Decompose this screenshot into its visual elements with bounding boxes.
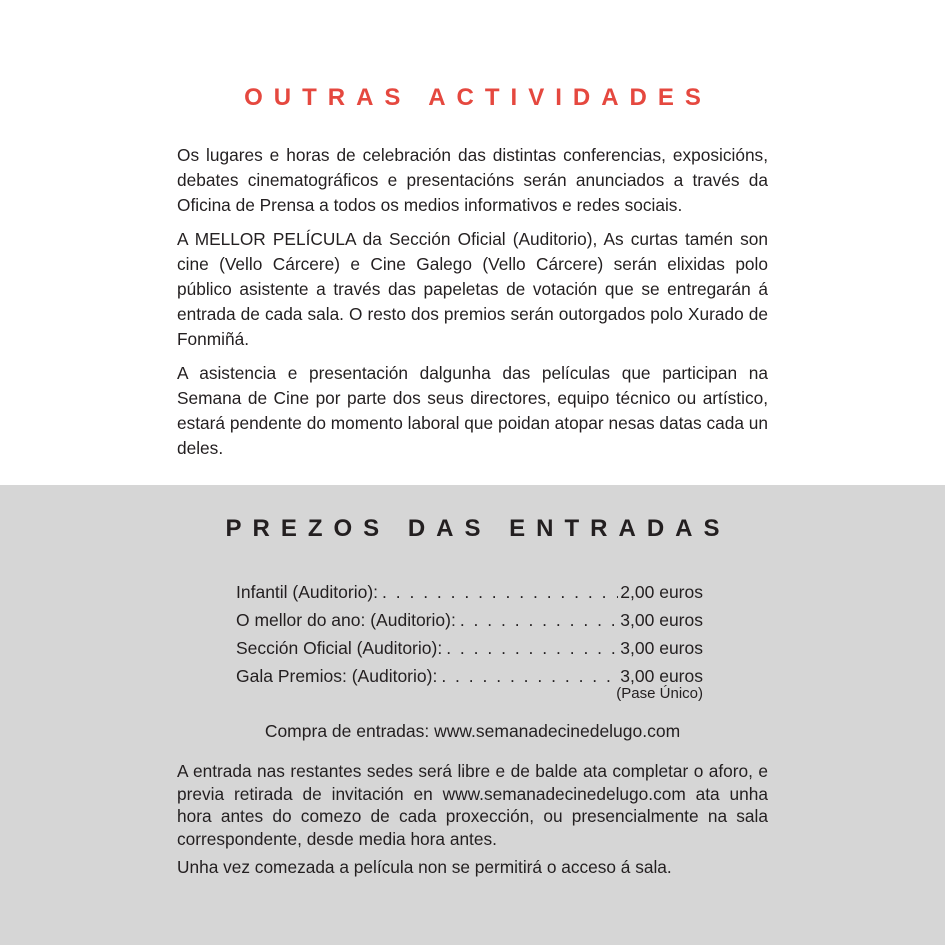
dot-leader: [441, 662, 618, 690]
prices-title: PREZOS DAS ENTRADAS: [225, 515, 731, 542]
activities-title: OUTRAS ACTIVIDADES: [244, 84, 712, 111]
prices-paragraph: [177, 760, 768, 851]
price-value: 3,00 euros: [620, 666, 703, 686]
price-list: [236, 578, 703, 702]
price-label: Sección Oficial (Auditorio):: [236, 638, 443, 658]
paragraph-text: A MELLOR PELÍCULA da Sección Oficial (Auditorio), As curtas tamén son cine (Vello Cárcere) e Cine Galego (Vello Cárcere) serán elixidas polo público asistente a través das papeletas de votación que se entregarán á entrada de cada sala. O resto dos premios serán outorgados polo Xurado de Fonmiñá.: [177, 229, 768, 349]
prices-paragraph: [177, 856, 768, 879]
price-row: [236, 606, 703, 634]
price-label: Gala Premios: (Auditorio):: [236, 666, 438, 686]
dot-leader: [446, 634, 618, 662]
price-label: Infantil (Auditorio):: [236, 582, 379, 602]
price-row: [236, 634, 703, 662]
paragraph-text: Unha vez comezada a película non se permitirá o acceso á sala.: [177, 857, 672, 877]
paragraph-text: A asistencia e presentación dalgunha das películas que participan na Semana de Cine por parte dos seus directores, equipo técnico ou artístico, estará pendente do momento laboral que poidan atopar nesas datas cada un deles.: [177, 363, 768, 458]
price-value: 2,00 euros: [620, 582, 703, 602]
paragraph-text: A entrada nas restantes sedes será libre e de balde ata completar o aforo, e previa retirada de invitación en www.semanadecinedelugo.com ata unha hora antes do comezo de cada proxección, ou presencialmente na sala correspondente, desde media hora antes.: [177, 761, 768, 850]
price-value: 3,00 euros: [620, 610, 703, 630]
dot-leader: [460, 606, 618, 634]
activities-paragraph: [177, 143, 768, 218]
paragraph-text: Os lugares e horas de celebración das distintas conferencias, exposicións, debates cinematográficos e presentacións serán anunciados a través da Oficina de Prensa a todos os medios informativos e redes sociais.: [177, 145, 768, 215]
price-note: (Pase Único): [616, 685, 703, 702]
activities-paragraph: [177, 227, 768, 352]
price-label: O mellor do ano: (Auditorio):: [236, 610, 456, 630]
price-row: [236, 578, 703, 606]
purchase-info: Compra de entradas: www.semanadecinedelugo.com: [264, 721, 681, 741]
dot-leader: [382, 578, 618, 606]
activities-paragraph: [177, 361, 768, 461]
price-value: 3,00 euros: [620, 638, 703, 658]
